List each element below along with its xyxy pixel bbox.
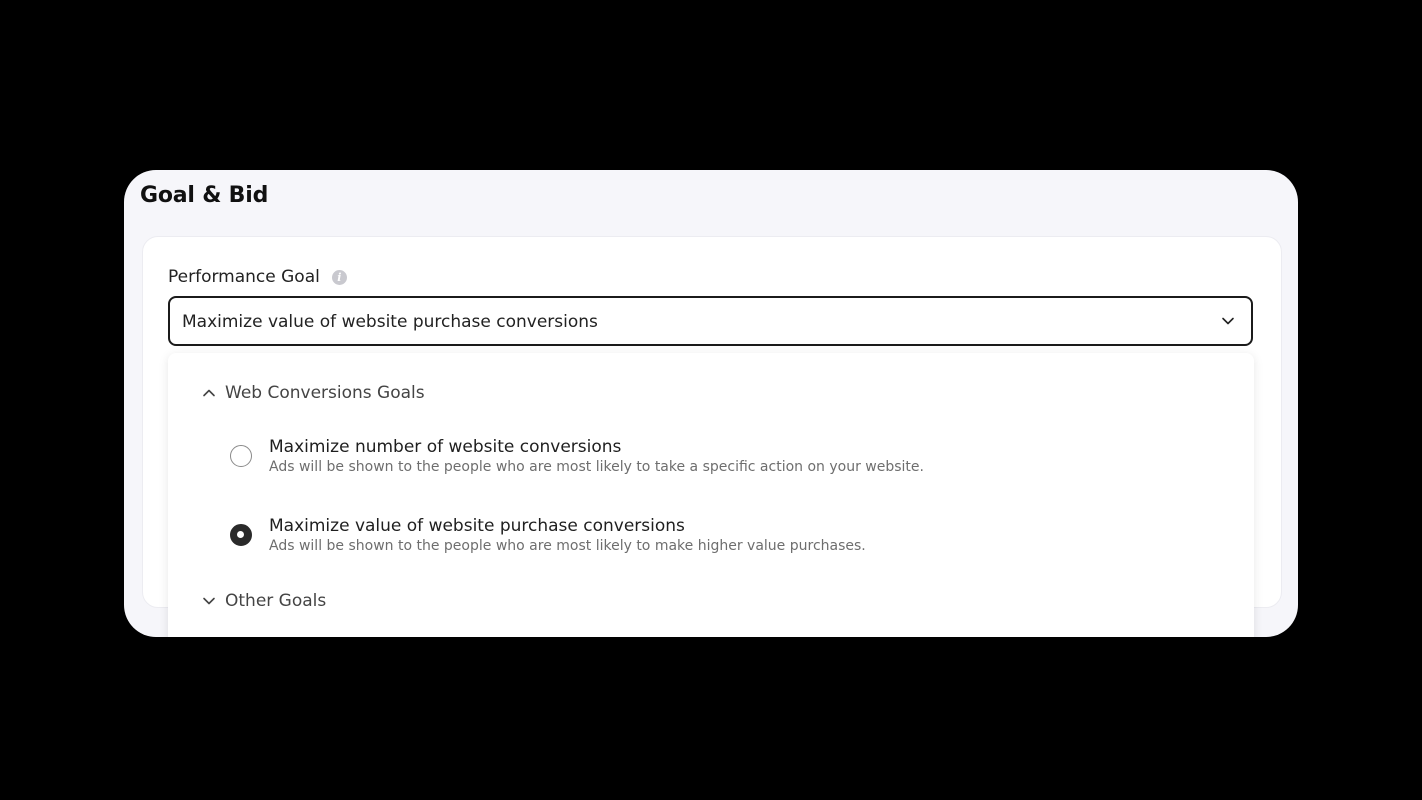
option-description: Ads will be shown to the people who are most likely to make higher value purchases. <box>269 538 866 554</box>
group-other-goals[interactable] <box>202 591 326 611</box>
option-title: Maximize number of website conversions <box>269 437 622 457</box>
goal-bid-panel <box>124 170 1298 637</box>
option-maximize-value-of-purchase-conversions[interactable] <box>230 516 1130 560</box>
group-label: Web Conversions Goals <box>225 383 425 403</box>
chevron-down-icon <box>1221 314 1235 328</box>
section-title: Goal & Bid <box>140 183 269 208</box>
chevron-up-icon <box>202 386 216 400</box>
radio-button-selected[interactable] <box>230 524 252 546</box>
performance-goal-select[interactable] <box>168 296 1253 346</box>
performance-goal-dropdown-menu <box>168 353 1254 637</box>
chevron-down-icon <box>202 594 216 608</box>
performance-goal-selected-value: Maximize value of website purchase conversions <box>182 312 598 332</box>
performance-goal-label-text: Performance Goal <box>168 267 320 287</box>
option-description: Ads will be shown to the people who are most likely to take a specific action on your website. <box>269 459 924 475</box>
performance-goal-label <box>168 267 347 287</box>
radio-button-unselected[interactable] <box>230 445 252 467</box>
group-web-conversions-goals[interactable] <box>202 383 425 403</box>
option-title: Maximize value of website purchase conversions <box>269 516 685 536</box>
group-label: Other Goals <box>225 591 327 611</box>
info-icon[interactable]: i <box>332 270 347 285</box>
option-maximize-number-of-conversions[interactable] <box>230 437 1130 481</box>
